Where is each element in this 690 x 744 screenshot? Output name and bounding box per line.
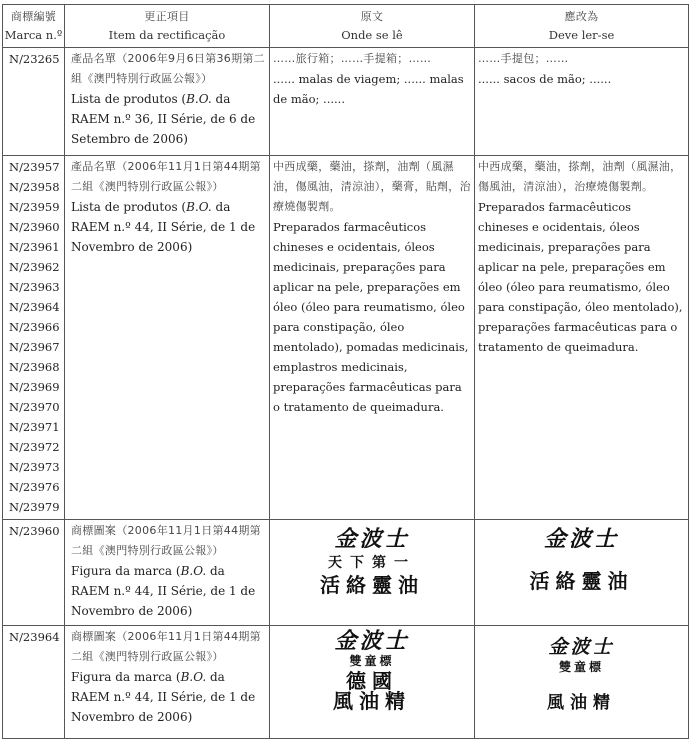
header-onde-pt: Onde se lê <box>341 28 403 42</box>
onde-cell <box>270 156 475 520</box>
mark-number: N/23972 <box>9 440 60 454</box>
mark-number: N/23966 <box>9 320 60 334</box>
deve-cell <box>475 520 689 626</box>
mark-number: N/23970 <box>9 400 60 414</box>
item-cell <box>65 48 270 156</box>
mark-number: N/23964 <box>9 300 60 314</box>
deve-zh: 中西成藥，藥油，搽劑，油劑（風濕油，傷風油，清涼油），治療燒傷製劑。 <box>478 160 682 193</box>
trademark-logo-original <box>273 627 471 711</box>
deve-cell <box>475 156 689 520</box>
logo-product-text: 活絡靈油 <box>320 573 424 597</box>
item-zh: 產品名單（2006年9月6日第36期第二組《澳門特別行政區公報》） <box>71 52 265 85</box>
header-marca-zh: 商標編號 <box>10 10 57 23</box>
trademark-logo-corrected <box>478 521 685 591</box>
mark-number: N/23958 <box>9 180 60 194</box>
table-header-row <box>3 5 689 48</box>
marks-cell <box>3 48 65 156</box>
deve-cell <box>475 48 689 156</box>
trademark-logo-original <box>273 521 471 595</box>
header-marca-pt: Marca n.º <box>4 28 63 42</box>
marks-cell <box>3 520 65 626</box>
item-cell <box>65 156 270 520</box>
header-onde <box>270 5 475 48</box>
logo-double-child-text: 雙童標 <box>558 660 604 674</box>
mark-number: N/23979 <box>9 500 60 514</box>
header-marca <box>3 5 65 48</box>
logo-brand-text: 金波士 <box>334 526 410 552</box>
header-deve-zh: 應改為 <box>564 10 599 23</box>
table-row <box>3 626 689 739</box>
mark-number: N/23960 <box>9 524 60 538</box>
rectification-table <box>2 4 689 739</box>
onde-pt: Preparados farmacêuticos chineses e ocidentais, óleos medicinais, preparações para aplicar na pele, preparações em óleo (óleo para reumatismo, óleo para constipação, óleo mentolado), pomadas medicinais, emplastros medicinais, preparações farmacêuticas para o tratamento de queimadura. <box>273 220 469 414</box>
mark-number: N/23971 <box>9 420 60 434</box>
mark-number: N/23969 <box>9 380 60 394</box>
header-item-pt: Item da rectificação <box>108 28 226 42</box>
onde-cell <box>270 626 475 739</box>
item-pt: Figura da marca (B.O. da RAEM n.º 44, II Série, de 1 de Novembro de 2006) <box>71 564 256 618</box>
mark-number: N/23265 <box>9 52 60 66</box>
mark-number: N/23957 <box>9 160 60 174</box>
item-cell <box>65 520 270 626</box>
header-item-zh: 更正項目 <box>144 10 190 23</box>
logo-product-text: 活絡靈油 <box>529 569 634 593</box>
header-onde-zh: 原文 <box>360 10 384 23</box>
deve-pt: Preparados farmacêuticos chineses e ocidentais, óleos medicinais, preparações para aplicar na pele, preparações em óleo (óleo para reumatismo, óleo para constipação, óleo mentolado), preparações farmacêuticas para o tratamento de queimadura. <box>478 200 683 354</box>
marks-cell <box>3 626 65 739</box>
item-pt: Figura da marca (B.O. da RAEM n.º 44, II Série, de 1 de Novembro de 2006) <box>71 670 256 724</box>
item-zh: 商標圖案（2006年11月1日第44期第二組《澳門特別行政區公報》） <box>71 524 261 557</box>
onde-zh: ……旅行箱；……手提箱；…… <box>273 52 432 65</box>
onde-cell <box>270 520 475 626</box>
table-row <box>3 156 689 520</box>
logo-origin-text: 德國 <box>346 669 398 693</box>
table-row <box>3 48 689 156</box>
mark-number: N/23968 <box>9 360 60 374</box>
header-item <box>65 5 270 48</box>
mark-number: N/23963 <box>9 280 60 294</box>
marks-cell <box>3 156 65 520</box>
item-zh: 商標圖案（2006年11月1日第44期第二組《澳門特別行政區公報》） <box>71 630 261 663</box>
logo-brand-text: 金波士 <box>334 628 410 654</box>
table-row <box>3 520 689 626</box>
logo-brand-text: 金波士 <box>548 636 615 658</box>
header-deve <box>475 5 689 48</box>
logo-slogan-text: 天下第一 <box>328 555 416 571</box>
onde-zh: 中西成藥，藥油，搽劑，油劑（風濕油，傷風油，清涼油），藥膏，貼劑，治療燒傷製劑。 <box>273 160 471 213</box>
trademark-logo-corrected <box>478 627 685 713</box>
deve-pt: ...... sacos de mão; ...... <box>478 72 612 86</box>
onde-pt: ...... malas de viagem; ...... malas de mão; ...... <box>273 72 464 106</box>
deve-cell <box>475 626 689 739</box>
mark-number: N/23976 <box>9 480 60 494</box>
item-cell <box>65 626 270 739</box>
mark-number: N/23962 <box>9 260 60 274</box>
mark-number: N/23964 <box>9 630 60 644</box>
logo-product-text: 風油精 <box>333 689 411 713</box>
item-pt: Lista de produtos (B.O. da RAEM n.º 44, II Série, de 1 de Novembro de 2006) <box>71 200 256 254</box>
item-pt: Lista de produtos (B.O. da RAEM n.º 36, II Série, de 6 de Setembro de 2006) <box>71 92 256 146</box>
mark-number: N/23961 <box>9 240 60 254</box>
mark-number: N/23973 <box>9 460 60 474</box>
deve-zh: ……手提包；…… <box>478 52 569 65</box>
logo-double-child-text: 雙童標 <box>349 654 395 668</box>
mark-number: N/23959 <box>9 200 60 214</box>
logo-brand-text: 金波士 <box>543 526 619 552</box>
mark-number: N/23967 <box>9 340 60 354</box>
logo-product-text: 風油精 <box>547 693 616 713</box>
mark-number: N/23960 <box>9 220 60 234</box>
onde-cell <box>270 48 475 156</box>
header-deve-pt: Deve ler-se <box>548 28 615 42</box>
item-zh: 產品名單（2006年11月1日第44期第二組《澳門特別行政區公報》） <box>71 160 261 193</box>
